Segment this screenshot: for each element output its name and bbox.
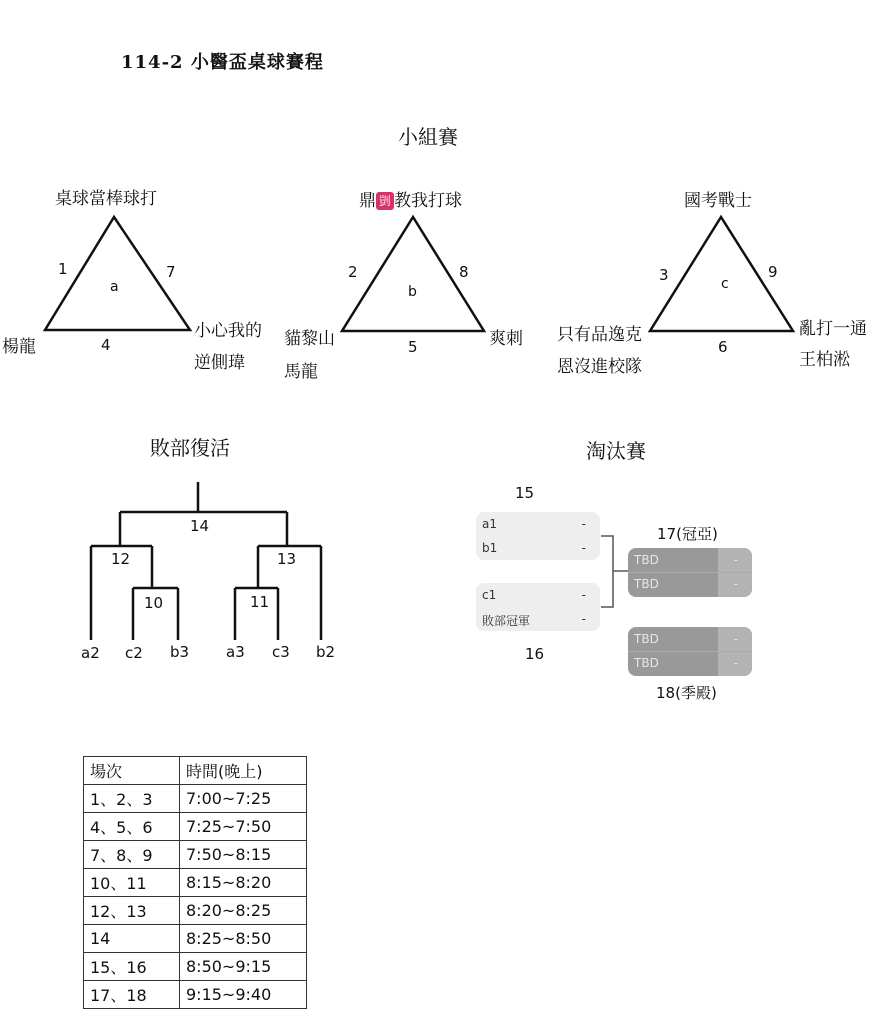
group-a-left-team: 楊龍: [2, 337, 36, 357]
group-b-top-team-part1: 鼎: [359, 191, 376, 211]
group-b-left-edge: 2: [348, 263, 358, 281]
group-a-top-team: 桌球當棒球打: [55, 189, 157, 209]
table-row: [84, 953, 307, 981]
table-cell: 7:25~7:50: [180, 813, 307, 841]
schedule-table: [83, 756, 307, 1009]
match-18-row-1: [628, 627, 752, 651]
group-b-right-edge: 8: [459, 263, 469, 281]
team-score: -: [581, 612, 586, 626]
team-score: -: [581, 517, 586, 531]
match-17-label: 17(冠亞): [657, 525, 718, 543]
knockout-connector: [601, 536, 628, 607]
team-name: TBD: [634, 656, 659, 670]
table-row: [84, 841, 307, 869]
table-cell: 8:15~8:20: [180, 869, 307, 897]
match-15-card[interactable]: [476, 512, 600, 560]
group-b-bottom-edge: 5: [408, 338, 418, 356]
team-name: TBD: [634, 632, 659, 646]
group-b-left-team: 貓黎山: [284, 329, 335, 349]
table-cell: 14: [84, 925, 180, 953]
match-16-row-1: [476, 583, 600, 607]
team-score: -: [733, 577, 738, 591]
team-score: -: [581, 541, 586, 555]
slot-a2: a2: [81, 644, 100, 662]
team-score: -: [733, 553, 738, 567]
team-score: -: [733, 656, 738, 670]
match-17-card[interactable]: [628, 548, 752, 597]
group-b-top-team: [359, 186, 462, 211]
match-13-label: 13: [277, 550, 297, 568]
group-c-right-team-line2: 王柏淞: [799, 350, 850, 370]
match-10-label: 10: [144, 594, 164, 612]
team-name: c1: [482, 588, 497, 602]
team-name: TBD: [634, 577, 659, 591]
page-title: 114-2 小醫盃桌球賽程: [121, 52, 324, 73]
slot-b2: b2: [316, 643, 336, 661]
group-a-right-team-line2: 逆側瑋: [194, 353, 245, 373]
group-c-label: c: [721, 276, 729, 292]
match-18-row-2: [628, 651, 752, 675]
match-15-row-2: [476, 536, 600, 560]
match-15-label: 15: [515, 484, 535, 502]
table-cell: 7、8、9: [84, 841, 180, 869]
match-14-label: 14: [190, 517, 210, 535]
match-12-label: 12: [111, 550, 131, 568]
group-b-label: b: [408, 284, 417, 300]
table-cell: 8:20~8:25: [180, 897, 307, 925]
group-c-right-team: 亂打一通: [799, 319, 867, 339]
group-b-right-team: 爽刺: [489, 329, 523, 349]
table-cell: 12、13: [84, 897, 180, 925]
table-cell: 4、5、6: [84, 813, 180, 841]
table-row: [84, 813, 307, 841]
table-cell: 17、18: [84, 981, 180, 1009]
team-name: TBD: [634, 553, 659, 567]
table-cell: 1、2、3: [84, 785, 180, 813]
group-a-left-edge: 1: [58, 260, 68, 278]
table-row: [84, 869, 307, 897]
table-cell: 8:25~8:50: [180, 925, 307, 953]
header-cell: 時間(晚上): [180, 757, 307, 785]
group-a-bottom-edge: 4: [101, 336, 111, 354]
table-row: [84, 785, 307, 813]
table-cell: 7:50~8:15: [180, 841, 307, 869]
group-stage-heading: 小組賽: [398, 125, 458, 149]
table-row: [84, 981, 307, 1009]
table-header-row: [84, 757, 307, 785]
team-name: 敗部冠軍: [482, 614, 531, 628]
group-c-top-team: 國考戰士: [684, 191, 752, 211]
knockout-heading: 淘汰賽: [586, 439, 646, 463]
match-15-row-1: [476, 512, 600, 536]
team-score: -: [733, 632, 738, 646]
team-score: -: [581, 588, 586, 602]
group-a-right-edge: 7: [166, 263, 176, 281]
group-c-bottom-edge: 6: [718, 338, 728, 356]
group-c-left-edge: 3: [659, 266, 669, 284]
match-17-row-1: [628, 548, 752, 572]
group-b-top-team-part2: 教我打球: [394, 191, 462, 211]
slot-a3: a3: [226, 643, 245, 661]
group-a-label: a: [110, 279, 119, 295]
group-c-left-team: 只有品逸克: [557, 325, 642, 345]
header-cell: 場次: [84, 757, 180, 785]
match-16-card[interactable]: [476, 583, 600, 631]
team-name: b1: [482, 541, 498, 555]
match-18-label: 18(季殿): [656, 684, 717, 702]
group-c-left-team-line2: 恩沒進校隊: [557, 357, 642, 377]
group-a-right-team: 小心我的: [194, 321, 262, 341]
match-11-label: 11: [250, 593, 270, 611]
table-cell: 9:15~9:40: [180, 981, 307, 1009]
match-18-card[interactable]: [628, 627, 752, 676]
slot-c2: c2: [125, 644, 143, 662]
table-row: [84, 925, 307, 953]
slot-b3: b3: [170, 643, 190, 661]
match-16-label: 16: [525, 645, 545, 663]
table-cell: 8:50~9:15: [180, 953, 307, 981]
table-row: [84, 897, 307, 925]
repechage-heading: 敗部復活: [150, 436, 230, 460]
seal-stamp: 剴: [376, 192, 394, 210]
match-17-row-2: [628, 572, 752, 596]
group-c-right-edge: 9: [768, 263, 778, 281]
match-16-row-2: [476, 607, 600, 631]
slot-c3: c3: [272, 643, 290, 661]
group-b-left-team-line2: 馬龍: [284, 362, 318, 382]
table-cell: 15、16: [84, 953, 180, 981]
table-cell: 10、11: [84, 869, 180, 897]
table-cell: 7:00~7:25: [180, 785, 307, 813]
team-name: a1: [482, 517, 497, 531]
